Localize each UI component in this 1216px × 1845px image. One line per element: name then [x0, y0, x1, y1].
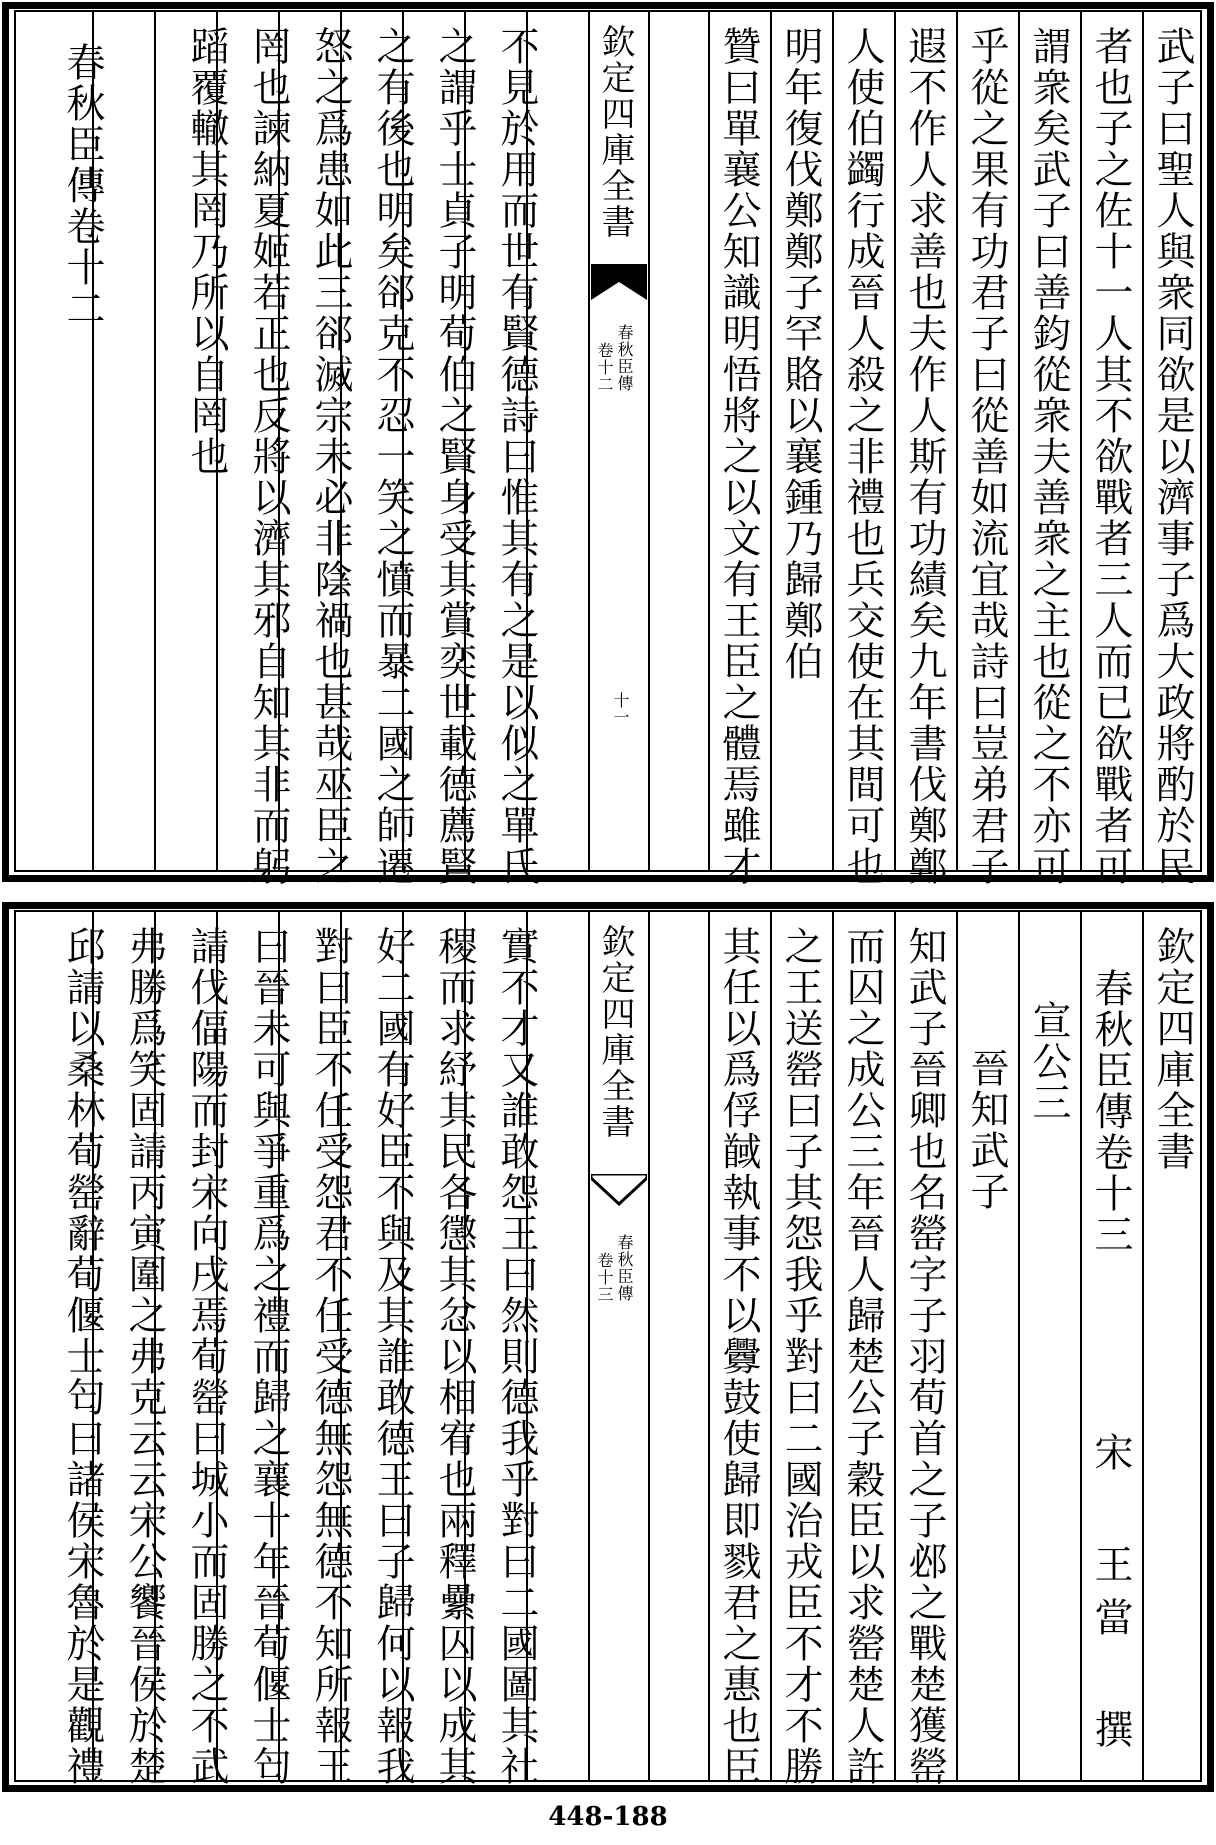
- bottom-center-strip: [588, 912, 650, 1780]
- top-rule: [216, 12, 218, 870]
- bottom-rule: [1018, 912, 1020, 1780]
- bottom-col-15: 請伐偪陽而封宋向戌焉荀罃曰城小而固勝之不武: [184, 926, 229, 1787]
- bottom-col-14: 曰晉未可與爭重爲之禮而歸之襄十年晉荀偃士匄: [246, 926, 291, 1787]
- bottom-inner-frame: [14, 910, 1202, 1787]
- bottom-rule: [216, 912, 218, 1780]
- top-rule: [340, 12, 342, 870]
- bottom-rule: [770, 912, 772, 1780]
- top-rule: [832, 12, 834, 870]
- bottom-rule: [956, 912, 958, 1780]
- bottom-col-4: 宣公三: [1026, 1000, 1071, 1123]
- bottom-rule: [92, 912, 94, 1780]
- bottom-col-17: 邱請以桑林荀罃辭荀偃士匄曰諸侯宋魯於是觀禮: [60, 926, 105, 1787]
- bottom-col-10: 實不才又誰敢怨王曰然則德我乎對曰二國圖其社: [494, 926, 539, 1787]
- bottom-center-book: 春秋臣傳: [615, 1234, 634, 1302]
- bottom-rule: [340, 912, 342, 1780]
- bottom-col-1: 欽定四庫全書: [1150, 926, 1195, 1172]
- top-rule: [708, 12, 710, 870]
- top-col-1: 武子曰聖人與衆同欲是以濟事子爲大政將酌於民: [1150, 26, 1195, 887]
- bottom-col-9: 其任以爲俘馘執事不以釁鼓使歸即戮君之惠也臣: [716, 926, 761, 1787]
- top-page: [0, 0, 1216, 885]
- top-rule: [1018, 12, 1020, 870]
- top-col-10: 之謂乎士貞子明荀伯之賢身受其賞奕世載德薦賢: [432, 26, 477, 887]
- top-rule: [402, 12, 404, 870]
- bottom-col-6: 知武子晉卿也名罃字子羽荀首之子邲之戰楚獲罃: [902, 926, 947, 1787]
- top-rule: [278, 12, 280, 870]
- fish-tail-mark-icon: [591, 264, 647, 304]
- page-number: 448-188: [548, 1802, 668, 1832]
- top-col-14: 蹈覆轍其罔乃所以自罔也: [184, 26, 229, 477]
- bottom-rule: [278, 912, 280, 1780]
- bottom-rule: [526, 912, 528, 1780]
- bottom-rule: [832, 912, 834, 1780]
- bottom-rule: [402, 912, 404, 1780]
- top-col-6: 人使伯蠲行成晉人殺之非禮也兵交使在其間可也: [840, 26, 885, 887]
- bottom-rule: [1142, 912, 1144, 1780]
- top-center-book: 春秋臣傳: [615, 324, 634, 392]
- bottom-col-11: 稷而求紓其民各懲其忿以相宥也兩釋纍囚以成其: [432, 926, 477, 1787]
- top-center-title: 欽定四庫全書: [595, 24, 635, 240]
- bottom-rule: [894, 912, 896, 1780]
- top-inner-frame: [14, 10, 1202, 887]
- top-col-12: 怒之爲患如此三郤滅宗未必非陰禍也甚哉巫臣之: [308, 26, 353, 887]
- top-rule: [956, 12, 958, 870]
- top-center-folio: 十一: [611, 692, 630, 726]
- bottom-center-volume: 卷十三: [595, 1252, 614, 1303]
- fish-tail-mark-icon: [591, 1174, 647, 1214]
- bottom-col-12: 好二國有好臣不與及其誰敢德王曰子歸何以報我: [370, 926, 415, 1787]
- top-rule: [1080, 12, 1082, 870]
- top-rule: [894, 12, 896, 870]
- top-center-strip: [588, 12, 650, 870]
- top-col-16: 春秋臣傳卷十二: [60, 42, 105, 329]
- top-rule: [770, 12, 772, 870]
- bottom-col-5: 晉知武子: [964, 1048, 1009, 1212]
- bottom-rule: [708, 912, 710, 1780]
- top-col-3: 謂衆矣武子曰善鈞從衆夫善衆之主也從之不亦可: [1026, 26, 1071, 887]
- top-rule: [1142, 12, 1144, 870]
- top-center-volume: 卷十二: [595, 342, 614, 393]
- top-col-4: 乎從之果有功君子曰從善如流宜哉詩曰豈弟君子: [964, 26, 1009, 887]
- top-rule: [464, 12, 466, 870]
- top-col-7: 明年復伐鄭鄭子罕賂以襄鍾乃歸鄭伯: [778, 26, 823, 682]
- bottom-rule: [154, 912, 156, 1780]
- top-col-8: 贊曰單襄公知識明悟將之以文有王臣之體焉雖才: [716, 26, 761, 887]
- bottom-col-8: 之王送罃曰子其怨我乎對曰二國治戎臣不才不勝: [778, 926, 823, 1787]
- bottom-col-13: 對曰臣不任受怨君不任受德無怨無德不知所報王: [308, 926, 353, 1787]
- bottom-rule: [1080, 912, 1082, 1780]
- bottom-col-2: 春秋臣傳卷十三: [1088, 968, 1133, 1255]
- bottom-page: [0, 900, 1216, 1795]
- bottom-col-3: 宋 王當 撰: [1088, 1432, 1133, 1762]
- bottom-rule: [464, 912, 466, 1780]
- top-rule: [526, 12, 528, 870]
- top-col-9: 不見於用而世有賢德詩曰惟其有之是以似之單氏: [494, 26, 539, 887]
- top-col-2: 者也子之佐十一人其不欲戰者三人而已欲戰者可: [1088, 26, 1133, 887]
- top-rule: [154, 12, 156, 870]
- top-col-11: 之有後也明矣郤克不忍一笑之憤而暴二國之師遷: [370, 26, 415, 887]
- top-col-5: 遐不作人求善也夫作人斯有功績矣九年書伐鄭鄭: [902, 26, 947, 887]
- top-rule: [92, 12, 94, 870]
- top-col-13: 罔也諫納夏姬若正也反將以濟其邪自知其非而躬: [246, 26, 291, 887]
- bottom-center-title: 欽定四庫全書: [595, 924, 635, 1140]
- bottom-col-7: 而囚之成公三年晉人歸楚公子穀臣以求罃楚人許: [840, 926, 885, 1787]
- bottom-col-16: 弗勝爲笑固請丙寅圍之弗克云云宋公饗晉侯於楚: [122, 926, 167, 1787]
